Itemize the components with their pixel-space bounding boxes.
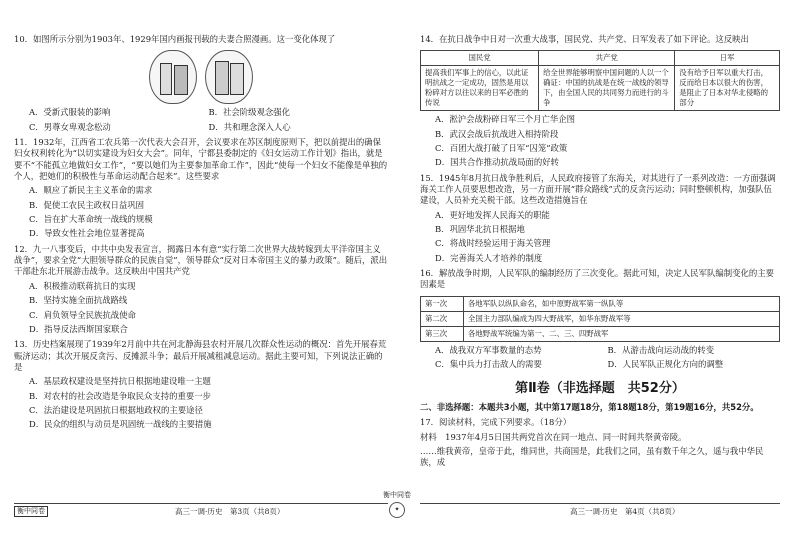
option-d[interactable]: D．指导反法西斯国家联合 [29, 323, 128, 334]
option-c[interactable]: C．将战时经验运用于海关管理 [435, 238, 551, 249]
table-cell: 各地军队以纵队命名，如中原野战军第一纵队等 [464, 296, 780, 311]
table-cell: 各地野战军统编为第一、二、三、四野战军 [464, 326, 780, 341]
option-b[interactable]: B．对农村的社会改造是争取民众支持的重要一步 [29, 390, 212, 401]
option-b[interactable]: B．巩固华北抗日根据地 [435, 224, 525, 235]
table-cell: 没有给予日军以重大打击，反而给日本以很大的伤害，是阻止了日本对华北侵略的部分 [675, 66, 780, 111]
question-12: 12．九一八事变后，中共中央发表宣言，揭露日本有意“实行第二次世界大战转嫁到太平洋帝国主义战争”，要求全党“大胆领导群众的民族自觉”，领导群众“反对日本帝国主义的暴力政策”。随后，派出干部赴东北开展游击战争。这反映出中国共产党 [14, 243, 388, 277]
option-d[interactable]: D．民众的组织与动员是巩固统一战线的主要措施 [29, 419, 212, 430]
option-c[interactable]: C．旨在扩大革命统一战线的规模 [29, 214, 153, 225]
option-c[interactable]: C．男尊女卑观念松动 [29, 121, 111, 132]
table-cell: 给全世界能够明察中国问题的人以一个确证：中国的抗战是在统一战线的领导下，由全国人民的共同努力而进行的斗争 [539, 66, 675, 111]
option-c[interactable]: C．法治建设是巩固抗日根据地政权的主要途径 [29, 404, 203, 415]
question-10: 10．如图所示分别为1903年、1929年国内画报刊载的夫妻合照漫画。这一变化体现了 [14, 34, 336, 44]
option-b[interactable]: B．社会阶级观念强化 [208, 107, 291, 118]
q14-table [420, 50, 780, 111]
option-b[interactable]: B．坚持实施全面抗战路线 [29, 295, 128, 306]
right-column [420, 30, 780, 469]
table-cell: 第一次 [421, 296, 464, 311]
center-logo-text: 衡中同卷 [383, 491, 411, 499]
question-14: 14．在抗日战争中日对一次重大战事，国民党、共产党、日军发表了如下评论。这反映出 [420, 34, 749, 44]
option-d[interactable]: D．完善海关人才培养的制度 [435, 252, 543, 263]
option-a[interactable]: A．受新式服装的影响 [29, 107, 111, 118]
option-d[interactable]: D．国共合作推动抗战局面的好转 [435, 157, 559, 168]
option-c[interactable]: C．肩负领导全民族抗战使命 [29, 309, 136, 320]
table-header: 日军 [675, 51, 780, 66]
left-column [14, 30, 388, 431]
question-15: 15．1945年8月抗日战争胜利后，人民政府接管了东海关，对其进行了一系列改造：一方面强调海关工作人员要思想改造，另一方面开展“群众路线”式的反贪污运动；同时整顿机构，加强队伍建设，人员补充关税干部。这些改造措施旨在 [420, 172, 776, 206]
option-d[interactable]: D．导致女性社会地位显著提高 [29, 228, 145, 239]
option-c[interactable]: C．集中兵力打击敌人的需要 [435, 359, 542, 370]
q10-options-row2 [14, 122, 388, 133]
question-16: 16．解放战争时期，人民军队的编制经历了三次变化。据此可知，决定人民军队编制变化的主要因素是 [420, 268, 775, 290]
section-intro: 二、非选择题：本题共3小题，其中第17题18分，第18题18分，第19题16分，共52分。 [420, 401, 759, 412]
option-a[interactable]: A．淞沪会战粉碎日军三个月亡华企图 [435, 114, 576, 125]
option-d[interactable]: D．共和理念深入人心 [208, 121, 291, 132]
table-header: 共产党 [539, 51, 675, 66]
page-footer-left: 高三一调·历史 第3页（共8页） [175, 507, 285, 516]
table-cell: 第二次 [421, 311, 464, 326]
table-header: 国民党 [421, 51, 539, 66]
option-d[interactable]: D．人民军队正规化方向的调整 [607, 359, 724, 370]
option-a[interactable]: A．战我双方军事数量的态势 [435, 344, 542, 355]
table-cell: 第三次 [421, 326, 464, 341]
question-13: 13．历史档案展现了1939年2月前中共在河北静海县农村开展几次群众性运动的概况：首先开展春荒赈济运动；其次开展反贪污、反摊派斗争；最后开展减租减息运动。据此主要可知，下列说法正确的是 [14, 339, 387, 372]
footer-divider-right [420, 503, 780, 504]
cartoon-1929 [205, 50, 253, 104]
table-cell: 提高我们军事上的信心，以此证明抗战之一定成功，固然是用以粉碎对方以往以来的日军必胜的传说 [421, 66, 539, 111]
seal-icon: ✦ [389, 502, 405, 518]
cartoon-figures [14, 50, 388, 104]
option-b[interactable]: B．武汉会战后抗战进入相持阶段 [435, 128, 559, 139]
cartoon-1903 [149, 50, 197, 104]
footer-divider-left [14, 503, 388, 504]
q16-options-row1 [420, 345, 780, 356]
question-11: 11．1932年，江西省工农兵第一次代表大会召开，会议要求在苏区制度原则下，把以前提出的确保妇女权利转化为“以切实建设为妇女大会”。同年，宁都县委制定的《妇女运动工作计划》指出，就是要不“不能孤立地做妇女工作”，“要以她们为主要参加革命工作”，因此“使每一个妇女不能像是单独的个人，把她们的积极性与革命运动配合起来”。这些要求 [14, 137, 388, 182]
q16-options-row2 [420, 359, 780, 370]
option-b[interactable]: B．从游击战向运动战的转变 [607, 344, 715, 355]
center-logo [382, 491, 412, 518]
table-cell: 全国主力部队编成为四大野战军，如华东野战军等 [464, 311, 780, 326]
q10-options-row1 [14, 107, 388, 118]
option-c[interactable]: C．百团大战打破了日军“囚笼”政策 [435, 142, 568, 153]
option-a[interactable]: A．基层政权建设是坚持抗日根据地建设唯一主题 [29, 376, 211, 387]
option-a[interactable]: A．积极推动联蒋抗日的实现 [29, 280, 136, 291]
q16-table [420, 296, 780, 342]
option-b[interactable]: B．促使工农民主政权日益巩固 [29, 199, 145, 210]
material-text: 材料 1937年4月5日国共两党首次在同一地点、同一时间共祭黄帝陵。 [420, 431, 687, 442]
section-title: 第Ⅱ卷（非选择题 共52分） [515, 381, 685, 397]
option-a[interactable]: A．顺应了新民主主义革命的需求 [29, 185, 153, 196]
material-text-2: ……维我黄帝，皇帝于此，维同世，共商国是，此我们之同，虽有数千年之久，遥与我中华民族，成 [420, 445, 764, 468]
page-footer-right: 高三一调·历史 第4页（共8页） [570, 507, 680, 516]
option-a[interactable]: A．更好地发挥人民海关的职能 [435, 209, 550, 220]
question-17: 17．阅读材料，完成下列要求。（18分） [420, 417, 572, 428]
brand-stamp: 衡中同卷 [14, 506, 48, 517]
